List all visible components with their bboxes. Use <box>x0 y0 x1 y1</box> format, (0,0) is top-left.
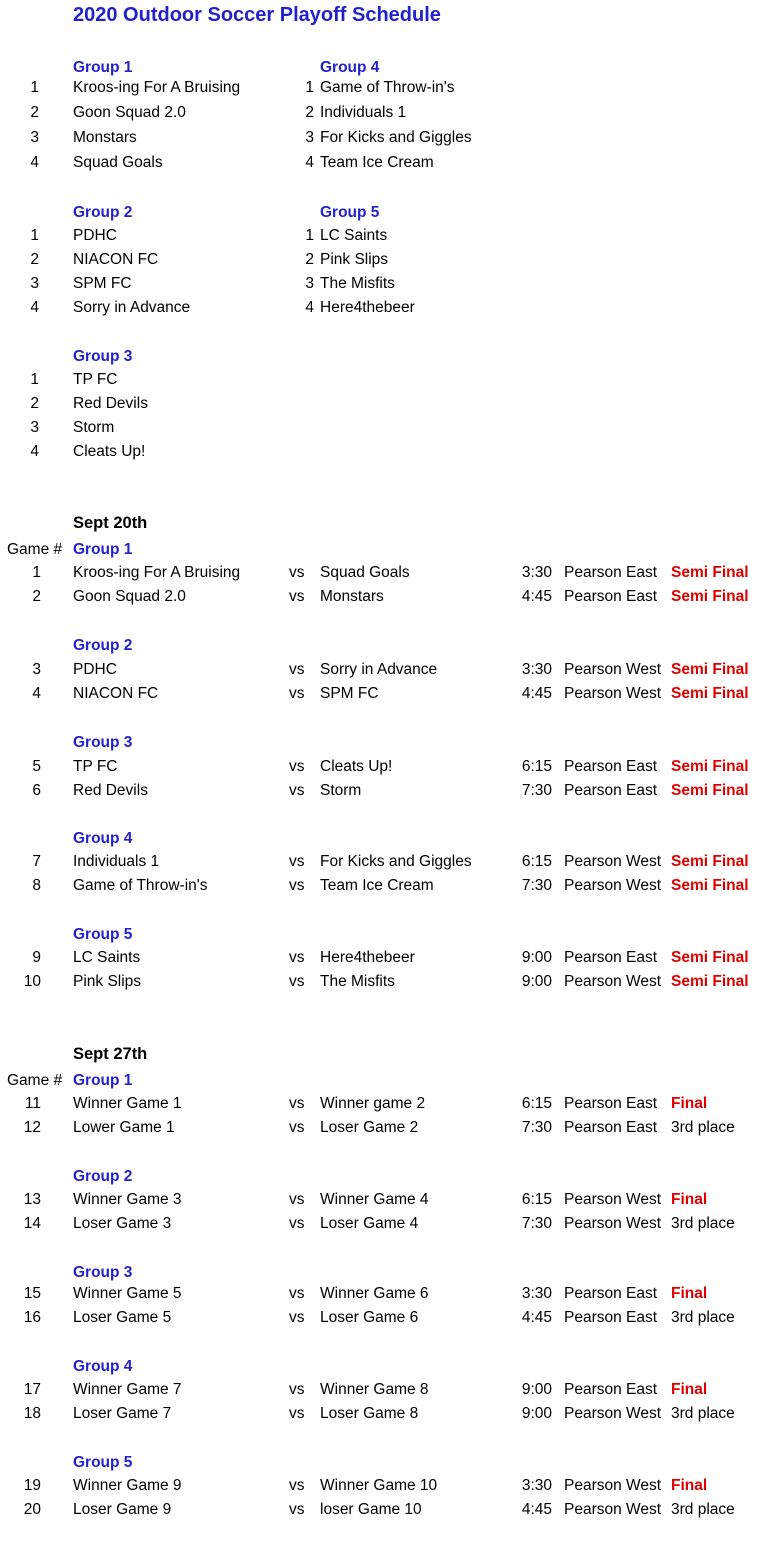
game-number: 2 <box>32 588 41 605</box>
seed-number: 3 <box>305 129 314 146</box>
field-name: Pearson West <box>564 973 662 990</box>
vs-label: vs <box>289 1095 305 1112</box>
away-team: Winner Game 8 <box>320 1381 429 1398</box>
field-name: Pearson East <box>564 1095 658 1112</box>
field-name: Pearson East <box>564 588 658 605</box>
team-name: TP FC <box>73 371 118 388</box>
game-time: 9:00 <box>521 949 552 966</box>
game-number: 14 <box>23 1215 41 1232</box>
team-name: Monstars <box>73 129 137 146</box>
group-header: Group 2 <box>73 204 133 221</box>
seed-number: 4 <box>305 299 314 316</box>
away-team: SPM FC <box>320 685 379 702</box>
game-time: 4:45 <box>521 1309 552 1326</box>
group-header: Group 1 <box>73 541 133 558</box>
field-name: Pearson West <box>564 661 662 678</box>
team-name: Storm <box>73 419 115 436</box>
team-name: Kroos-ing For A Bruising <box>73 79 241 96</box>
game-stage: 3rd place <box>671 1309 735 1326</box>
game-number: 3 <box>32 661 41 678</box>
vs-label: vs <box>289 1309 305 1326</box>
vs-label: vs <box>289 877 305 894</box>
game-stage: Semi Final <box>671 877 749 894</box>
game-number: 20 <box>23 1501 41 1518</box>
game-stage: Semi Final <box>671 588 749 605</box>
team-name: Here4thebeer <box>320 299 415 316</box>
game-number: 17 <box>23 1381 41 1398</box>
seed-number: 4 <box>305 154 314 171</box>
seed-number: 3 <box>30 275 39 292</box>
group-header: Group 1 <box>73 59 133 76</box>
vs-label: vs <box>289 588 305 605</box>
game-stage: Final <box>671 1381 708 1398</box>
vs-label: vs <box>289 1119 305 1136</box>
home-team: TP FC <box>73 758 118 775</box>
away-team: Loser Game 4 <box>320 1215 419 1232</box>
team-name: The Misfits <box>320 275 395 292</box>
vs-label: vs <box>289 1285 305 1302</box>
game-time: 6:15 <box>521 758 552 775</box>
vs-label: vs <box>289 1501 305 1518</box>
vs-label: vs <box>289 1405 305 1422</box>
seed-number: 2 <box>30 395 39 412</box>
home-team: Lower Game 1 <box>73 1119 175 1136</box>
away-team: Winner Game 4 <box>320 1191 429 1208</box>
field-name: Pearson East <box>564 1119 658 1136</box>
game-number: 18 <box>23 1405 41 1422</box>
field-name: Pearson East <box>564 782 658 799</box>
home-team: Pink Slips <box>73 973 142 990</box>
home-team: Goon Squad 2.0 <box>73 588 186 605</box>
game-number: 8 <box>32 877 41 894</box>
seed-number: 1 <box>30 371 39 388</box>
game-number: 10 <box>23 973 41 990</box>
field-name: Pearson West <box>564 685 662 702</box>
team-name: Squad Goals <box>73 154 163 171</box>
game-stage: Semi Final <box>671 661 749 678</box>
game-number: 4 <box>32 685 41 702</box>
field-name: Pearson East <box>564 1309 658 1326</box>
away-team: Sorry in Advance <box>320 661 438 678</box>
field-name: Pearson East <box>564 758 658 775</box>
field-name: Pearson West <box>564 853 662 870</box>
game-time: 7:30 <box>521 1215 552 1232</box>
game-time: 6:15 <box>521 853 552 870</box>
home-team: Kroos-ing For A Bruising <box>73 564 241 581</box>
game-time: 3:30 <box>521 1477 552 1494</box>
group-header: Group 4 <box>73 1358 133 1375</box>
game-time: 9:00 <box>521 1405 552 1422</box>
game-number: 6 <box>32 782 41 799</box>
game-number: 7 <box>32 853 41 870</box>
home-team: NIACON FC <box>73 685 159 702</box>
home-team: Winner Game 1 <box>73 1095 182 1112</box>
seed-number: 4 <box>30 443 39 460</box>
vs-label: vs <box>289 782 305 799</box>
game-number: 19 <box>23 1477 41 1494</box>
team-name: Pink Slips <box>320 251 389 268</box>
game-stage: Semi Final <box>671 853 749 870</box>
seed-number: 1 <box>305 227 314 244</box>
game-number: 15 <box>23 1285 41 1302</box>
vs-label: vs <box>289 685 305 702</box>
game-stage: 3rd place <box>671 1119 735 1136</box>
game-stage: Semi Final <box>671 758 749 775</box>
game-stage: Final <box>671 1477 708 1494</box>
group-header: Group 4 <box>320 59 380 76</box>
seed-number: 3 <box>30 419 39 436</box>
field-name: Pearson East <box>564 949 658 966</box>
home-team: Loser Game 3 <box>73 1215 172 1232</box>
game-time: 7:30 <box>521 782 552 799</box>
group-header: Group 3 <box>73 734 133 751</box>
game-time: 3:30 <box>521 1285 552 1302</box>
home-team: Game of Throw-in's <box>73 877 208 894</box>
vs-label: vs <box>289 1215 305 1232</box>
game-number: 1 <box>32 564 41 581</box>
team-name: For Kicks and Giggles <box>320 129 472 146</box>
game-time: 4:45 <box>521 685 552 702</box>
field-name: Pearson West <box>564 1191 662 1208</box>
seed-number: 2 <box>305 251 314 268</box>
field-name: Pearson West <box>564 877 662 894</box>
away-team: The Misfits <box>320 973 395 990</box>
game-stage: 3rd place <box>671 1215 735 1232</box>
away-team: Winner game 2 <box>320 1095 426 1112</box>
game-stage: Semi Final <box>671 949 749 966</box>
home-team: PDHC <box>73 661 117 678</box>
vs-label: vs <box>289 1381 305 1398</box>
away-team: Team Ice Cream <box>320 877 434 894</box>
game-number-header: Game # <box>7 541 63 558</box>
game-time: 3:30 <box>521 564 552 581</box>
game-number: 13 <box>23 1191 41 1208</box>
round-date: Sept 20th <box>73 514 148 532</box>
game-time: 7:30 <box>521 1119 552 1136</box>
field-name: Pearson West <box>564 1215 662 1232</box>
seed-number: 1 <box>305 79 314 96</box>
game-stage: Semi Final <box>671 973 749 990</box>
game-time: 3:30 <box>521 661 552 678</box>
away-team: For Kicks and Giggles <box>320 853 472 870</box>
field-name: Pearson East <box>564 564 658 581</box>
team-name: Team Ice Cream <box>320 154 434 171</box>
away-team: Loser Game 8 <box>320 1405 419 1422</box>
seed-number: 2 <box>305 104 314 121</box>
game-number-header: Game # <box>7 1072 63 1089</box>
seed-number: 4 <box>30 299 39 316</box>
home-team: Winner Game 7 <box>73 1381 182 1398</box>
game-stage: 3rd place <box>671 1501 735 1518</box>
team-name: Game of Throw-in's <box>320 79 455 96</box>
group-header: Group 5 <box>73 1454 133 1471</box>
field-name: Pearson West <box>564 1477 662 1494</box>
page-title: 2020 Outdoor Soccer Playoff Schedule <box>73 4 441 26</box>
group-header: Group 2 <box>73 637 133 654</box>
field-name: Pearson West <box>564 1501 662 1518</box>
group-header: Group 5 <box>320 204 380 221</box>
away-team: Monstars <box>320 588 384 605</box>
group-header: Group 3 <box>73 348 133 365</box>
game-time: 9:00 <box>521 973 552 990</box>
team-name: NIACON FC <box>73 251 159 268</box>
vs-label: vs <box>289 564 305 581</box>
game-number: 9 <box>32 949 41 966</box>
seed-number: 3 <box>305 275 314 292</box>
vs-label: vs <box>289 1191 305 1208</box>
game-stage: Final <box>671 1191 708 1208</box>
field-name: Pearson East <box>564 1381 658 1398</box>
game-time: 9:00 <box>521 1381 552 1398</box>
game-time: 4:45 <box>521 588 552 605</box>
game-number: 16 <box>23 1309 41 1326</box>
away-team: Winner Game 6 <box>320 1285 429 1302</box>
game-number: 11 <box>24 1095 41 1112</box>
team-name: Goon Squad 2.0 <box>73 104 186 121</box>
team-name: Sorry in Advance <box>73 299 191 316</box>
vs-label: vs <box>289 973 305 990</box>
home-team: Winner Game 5 <box>73 1285 182 1302</box>
away-team: Squad Goals <box>320 564 410 581</box>
game-stage: Semi Final <box>671 564 749 581</box>
seed-number: 1 <box>30 79 39 96</box>
team-name: Red Devils <box>73 395 148 412</box>
home-team: Loser Game 9 <box>73 1501 172 1518</box>
vs-label: vs <box>289 1477 305 1494</box>
home-team: Winner Game 3 <box>73 1191 182 1208</box>
vs-label: vs <box>289 661 305 678</box>
group-header: Group 3 <box>73 1264 133 1281</box>
group-header: Group 4 <box>73 830 133 847</box>
away-team: Loser Game 6 <box>320 1309 419 1326</box>
game-number: 12 <box>23 1119 41 1136</box>
away-team: Winner Game 10 <box>320 1477 438 1494</box>
team-name: SPM FC <box>73 275 132 292</box>
team-name: LC Saints <box>320 227 388 244</box>
seed-number: 2 <box>30 104 39 121</box>
group-header: Group 1 <box>73 1072 133 1089</box>
home-team: LC Saints <box>73 949 141 966</box>
away-team: Cleats Up! <box>320 758 393 775</box>
field-name: Pearson East <box>564 1285 658 1302</box>
seed-number: 1 <box>30 227 39 244</box>
group-header: Group 2 <box>73 1168 133 1185</box>
seed-number: 3 <box>30 129 39 146</box>
team-name: Cleats Up! <box>73 443 146 460</box>
away-team: loser Game 10 <box>320 1501 422 1518</box>
game-stage: 3rd place <box>671 1405 735 1422</box>
seed-number: 4 <box>30 154 39 171</box>
home-team: Loser Game 5 <box>73 1309 172 1326</box>
game-stage: Semi Final <box>671 685 749 702</box>
field-name: Pearson West <box>564 1405 662 1422</box>
away-team: Here4thebeer <box>320 949 415 966</box>
game-stage: Final <box>671 1095 708 1112</box>
game-time: 7:30 <box>521 877 552 894</box>
round-date: Sept 27th <box>73 1045 148 1063</box>
seed-number: 2 <box>30 251 39 268</box>
team-name: Individuals 1 <box>320 104 407 121</box>
game-time: 4:45 <box>521 1501 552 1518</box>
home-team: Winner Game 9 <box>73 1477 182 1494</box>
vs-label: vs <box>289 758 305 775</box>
vs-label: vs <box>289 949 305 966</box>
team-name: PDHC <box>73 227 117 244</box>
home-team: Individuals 1 <box>73 853 160 870</box>
away-team: Storm <box>320 782 362 799</box>
game-time: 6:15 <box>521 1191 552 1208</box>
game-stage: Final <box>671 1285 708 1302</box>
group-header: Group 5 <box>73 926 133 943</box>
away-team: Loser Game 2 <box>320 1119 419 1136</box>
game-stage: Semi Final <box>671 782 749 799</box>
home-team: Red Devils <box>73 782 148 799</box>
vs-label: vs <box>289 853 305 870</box>
game-time: 6:15 <box>521 1095 552 1112</box>
game-number: 5 <box>32 758 41 775</box>
home-team: Loser Game 7 <box>73 1405 172 1422</box>
